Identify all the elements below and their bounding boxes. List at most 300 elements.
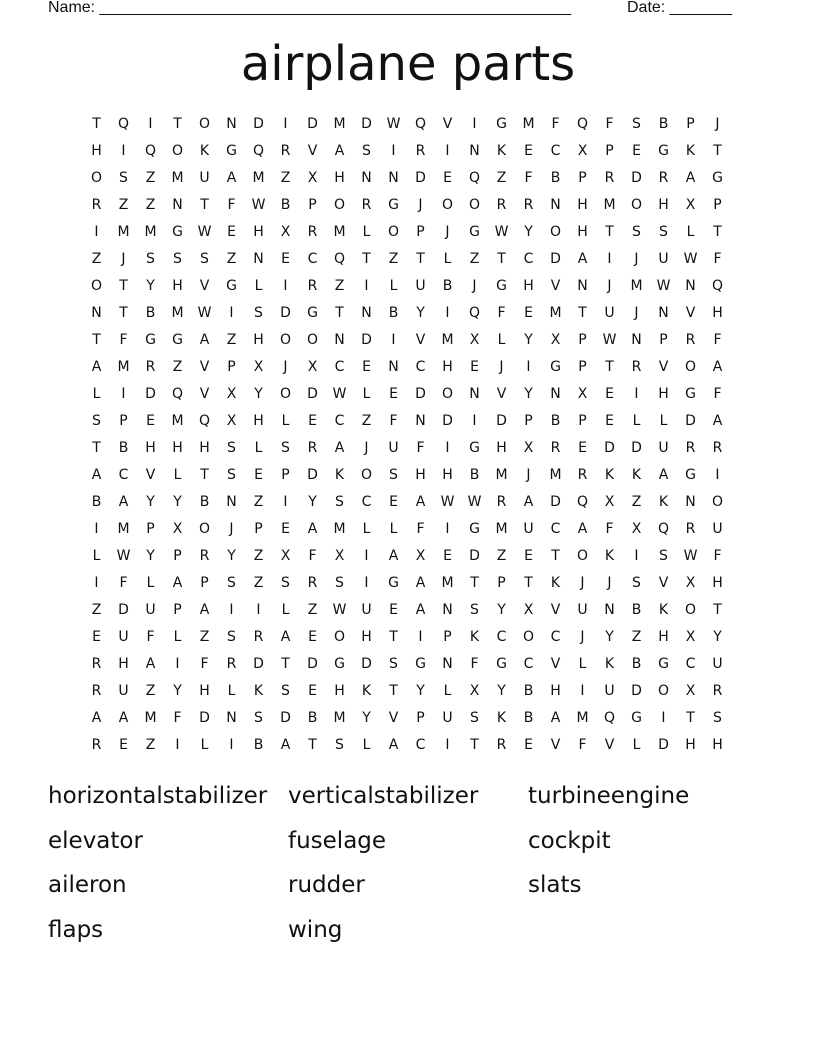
grid-letter: Y bbox=[497, 683, 506, 699]
grid-letter: W bbox=[197, 224, 212, 240]
grid-letter: G bbox=[469, 224, 480, 240]
grid-letter: I bbox=[175, 656, 180, 672]
grid-letter: N bbox=[631, 332, 642, 348]
grid-row bbox=[83, 357, 733, 384]
grid-letter: F bbox=[497, 305, 506, 321]
grid-letter: L bbox=[146, 575, 155, 591]
word-search-grid bbox=[83, 114, 733, 762]
grid-letter: P bbox=[227, 359, 236, 375]
grid-letter: R bbox=[685, 440, 696, 456]
grid-letter: N bbox=[550, 197, 561, 213]
grid-letter: V bbox=[307, 143, 318, 159]
grid-letter: U bbox=[658, 440, 669, 456]
grid-letter: I bbox=[634, 548, 639, 564]
grid-letter: V bbox=[550, 737, 561, 753]
grid-letter: R bbox=[253, 629, 264, 645]
grid-letter: C bbox=[496, 629, 507, 645]
grid-letter: N bbox=[172, 197, 183, 213]
grid-letter: N bbox=[442, 602, 453, 618]
grid-letter: J bbox=[445, 224, 450, 240]
grid-letter: Q bbox=[603, 710, 616, 726]
grid-letter: D bbox=[496, 413, 507, 429]
grid-letter: Z bbox=[226, 332, 237, 348]
grid-letter: Y bbox=[497, 602, 506, 618]
grid-letter: X bbox=[577, 386, 588, 402]
word-list-item: verticalstabilizer bbox=[288, 783, 479, 809]
grid-letter: N bbox=[226, 116, 237, 132]
grid-letter: Y bbox=[173, 494, 182, 510]
grid-letter: O bbox=[630, 197, 643, 213]
grid-letter: Q bbox=[414, 116, 427, 132]
grid-letter: N bbox=[226, 710, 237, 726]
grid-letter: O bbox=[90, 170, 103, 186]
grid-letter: A bbox=[199, 602, 210, 618]
grid-letter: I bbox=[445, 440, 450, 456]
grid-letter: M bbox=[333, 710, 346, 726]
grid-letter: X bbox=[550, 332, 561, 348]
grid-letter: E bbox=[443, 548, 452, 564]
grid-letter: B bbox=[442, 278, 453, 294]
grid-letter: C bbox=[307, 251, 318, 267]
grid-letter: H bbox=[172, 440, 183, 456]
grid-letter: H bbox=[685, 737, 696, 753]
grid-letter: J bbox=[121, 251, 126, 267]
grid-letter: I bbox=[229, 602, 234, 618]
grid-letter: U bbox=[199, 170, 210, 186]
grid-letter: O bbox=[90, 278, 103, 294]
grid-letter: Y bbox=[146, 278, 155, 294]
grid-letter: T bbox=[389, 683, 398, 699]
grid-letter: U bbox=[712, 521, 723, 537]
grid-letter: V bbox=[388, 710, 399, 726]
grid-letter: P bbox=[659, 332, 668, 348]
grid-letter: Z bbox=[631, 494, 642, 510]
grid-letter: T bbox=[578, 305, 587, 321]
grid-letter: R bbox=[280, 143, 291, 159]
grid-letter: R bbox=[145, 359, 156, 375]
grid-row bbox=[83, 195, 733, 222]
grid-letter: W bbox=[332, 386, 347, 402]
grid-letter: Y bbox=[254, 386, 263, 402]
grid-letter: B bbox=[145, 305, 156, 321]
grid-letter: Q bbox=[198, 413, 211, 429]
grid-letter: D bbox=[307, 656, 318, 672]
grid-letter: X bbox=[226, 386, 237, 402]
grid-letter: U bbox=[118, 629, 129, 645]
grid-letter: Z bbox=[469, 251, 480, 267]
grid-letter: E bbox=[254, 467, 263, 483]
grid-letter: D bbox=[550, 494, 561, 510]
grid-letter: P bbox=[416, 710, 425, 726]
grid-letter: M bbox=[522, 116, 535, 132]
grid-letter: B bbox=[280, 197, 291, 213]
grid-row bbox=[83, 573, 733, 600]
grid-letter: B bbox=[307, 710, 318, 726]
grid-letter: M bbox=[630, 278, 643, 294]
grid-letter: R bbox=[523, 197, 534, 213]
grid-letter: D bbox=[604, 440, 615, 456]
grid-letter: Y bbox=[173, 683, 182, 699]
grid-letter: M bbox=[171, 170, 184, 186]
grid-letter: Z bbox=[145, 170, 156, 186]
grid-letter: T bbox=[551, 548, 560, 564]
grid-letter: L bbox=[389, 278, 398, 294]
grid-letter: C bbox=[415, 737, 426, 753]
word-list-item: slats bbox=[528, 872, 582, 898]
grid-letter: T bbox=[686, 710, 695, 726]
grid-letter: A bbox=[388, 737, 399, 753]
grid-letter: T bbox=[362, 251, 371, 267]
grid-letter: A bbox=[280, 737, 291, 753]
grid-letter: F bbox=[605, 521, 614, 537]
grid-letter: H bbox=[712, 575, 723, 591]
grid-letter: T bbox=[524, 575, 533, 591]
grid-letter: I bbox=[121, 143, 126, 159]
grid-letter: Z bbox=[496, 548, 507, 564]
grid-letter: D bbox=[415, 386, 426, 402]
grid-letter: E bbox=[389, 494, 398, 510]
grid-letter: O bbox=[171, 143, 184, 159]
word-list-item: flaps bbox=[48, 916, 104, 943]
word-list-item: elevator bbox=[48, 827, 143, 854]
grid-letter: S bbox=[146, 251, 155, 267]
grid-letter: M bbox=[117, 224, 130, 240]
grid-letter: A bbox=[91, 710, 102, 726]
word-list bbox=[48, 780, 768, 958]
grid-letter: R bbox=[550, 440, 561, 456]
grid-letter: O bbox=[441, 386, 454, 402]
grid-letter: A bbox=[550, 710, 561, 726]
grid-letter: L bbox=[281, 602, 290, 618]
grid-letter: N bbox=[226, 494, 237, 510]
grid-letter: G bbox=[658, 656, 669, 672]
grid-letter: D bbox=[199, 710, 210, 726]
grid-letter: Q bbox=[576, 116, 589, 132]
grid-letter: H bbox=[118, 656, 129, 672]
grid-letter: M bbox=[495, 467, 508, 483]
grid-letter: O bbox=[279, 332, 292, 348]
grid-letter: X bbox=[469, 683, 480, 699]
grid-letter: Y bbox=[524, 224, 533, 240]
grid-letter: F bbox=[119, 332, 128, 348]
grid-letter: W bbox=[467, 494, 482, 510]
grid-letter: L bbox=[254, 440, 263, 456]
grid-letter: M bbox=[252, 170, 265, 186]
grid-letter: J bbox=[580, 629, 585, 645]
grid-row bbox=[83, 384, 733, 411]
grid-letter: F bbox=[551, 116, 560, 132]
grid-letter: J bbox=[418, 197, 423, 213]
grid-letter: O bbox=[711, 494, 724, 510]
grid-letter: X bbox=[415, 548, 426, 564]
grid-letter: J bbox=[283, 359, 288, 375]
grid-letter: J bbox=[634, 305, 639, 321]
grid-letter: E bbox=[470, 359, 479, 375]
grid-letter: Z bbox=[91, 251, 102, 267]
grid-letter: K bbox=[604, 548, 615, 564]
grid-letter: S bbox=[335, 494, 344, 510]
grid-letter: D bbox=[415, 170, 426, 186]
grid-letter: R bbox=[361, 197, 372, 213]
grid-letter: I bbox=[391, 143, 396, 159]
grid-row bbox=[83, 411, 733, 438]
grid-letter: Y bbox=[146, 494, 155, 510]
grid-letter: B bbox=[631, 602, 642, 618]
grid-letter: V bbox=[550, 278, 561, 294]
grid-letter: N bbox=[415, 413, 426, 429]
grid-letter: N bbox=[685, 278, 696, 294]
grid-letter: L bbox=[362, 224, 371, 240]
grid-letter: J bbox=[580, 575, 585, 591]
grid-letter: N bbox=[604, 602, 615, 618]
grid-letter: V bbox=[145, 467, 156, 483]
grid-letter: R bbox=[415, 143, 426, 159]
grid-letter: U bbox=[658, 251, 669, 267]
grid-letter: A bbox=[712, 359, 723, 375]
grid-letter: A bbox=[415, 602, 426, 618]
grid-letter: P bbox=[605, 143, 614, 159]
grid-letter: F bbox=[173, 710, 182, 726]
grid-letter: R bbox=[496, 737, 507, 753]
grid-letter: I bbox=[715, 467, 720, 483]
grid-letter: T bbox=[470, 575, 479, 591]
grid-letter: D bbox=[361, 332, 372, 348]
grid-letter: O bbox=[468, 197, 481, 213]
grid-letter: L bbox=[497, 332, 506, 348]
grid-letter: W bbox=[602, 332, 617, 348]
grid-letter: P bbox=[200, 575, 209, 591]
grid-letter: X bbox=[226, 413, 237, 429]
grid-letter: V bbox=[685, 305, 696, 321]
grid-letter: H bbox=[361, 629, 372, 645]
grid-letter: M bbox=[333, 521, 346, 537]
grid-letter: Z bbox=[496, 170, 507, 186]
grid-letter: H bbox=[199, 683, 210, 699]
date-field-label: Date: _______ bbox=[627, 0, 732, 16]
grid-letter: G bbox=[685, 386, 696, 402]
grid-letter: E bbox=[578, 440, 587, 456]
grid-letter: G bbox=[415, 656, 426, 672]
grid-letter: T bbox=[416, 251, 425, 267]
grid-letter: T bbox=[470, 737, 479, 753]
grid-letter: O bbox=[198, 521, 211, 537]
grid-letter: Y bbox=[416, 683, 425, 699]
grid-letter: L bbox=[281, 413, 290, 429]
grid-letter: G bbox=[550, 359, 561, 375]
grid-letter: H bbox=[145, 440, 156, 456]
grid-letter: W bbox=[683, 251, 698, 267]
grid-letter: L bbox=[173, 629, 182, 645]
grid-letter: C bbox=[334, 413, 345, 429]
grid-letter: N bbox=[658, 305, 669, 321]
grid-letter: E bbox=[605, 386, 614, 402]
grid-letter: U bbox=[523, 521, 534, 537]
grid-letter: I bbox=[121, 386, 126, 402]
grid-letter: R bbox=[91, 197, 102, 213]
grid-letter: U bbox=[577, 602, 588, 618]
grid-letter: L bbox=[92, 386, 101, 402]
grid-letter: W bbox=[683, 548, 698, 564]
grid-letter: P bbox=[578, 332, 587, 348]
grid-letter: O bbox=[522, 629, 535, 645]
grid-letter: V bbox=[658, 575, 669, 591]
grid-letter: A bbox=[388, 548, 399, 564]
grid-letter: K bbox=[496, 710, 507, 726]
grid-letter: G bbox=[658, 143, 669, 159]
grid-letter: P bbox=[497, 575, 506, 591]
grid-letter: A bbox=[712, 413, 723, 429]
grid-letter: O bbox=[198, 116, 211, 132]
grid-letter: E bbox=[146, 413, 155, 429]
grid-letter: L bbox=[173, 467, 182, 483]
grid-letter: U bbox=[604, 683, 615, 699]
grid-letter: S bbox=[632, 224, 641, 240]
grid-letter: T bbox=[173, 116, 182, 132]
grid-letter: Y bbox=[416, 305, 425, 321]
grid-letter: T bbox=[605, 224, 614, 240]
grid-letter: O bbox=[387, 224, 400, 240]
grid-letter: F bbox=[605, 116, 614, 132]
grid-letter: Q bbox=[117, 116, 130, 132]
grid-letter: H bbox=[334, 683, 345, 699]
grid-letter: S bbox=[92, 413, 101, 429]
grid-letter: I bbox=[445, 521, 450, 537]
grid-letter: V bbox=[658, 359, 669, 375]
grid-row bbox=[83, 519, 733, 546]
grid-letter: E bbox=[227, 224, 236, 240]
grid-letter: L bbox=[578, 656, 587, 672]
grid-letter: H bbox=[91, 143, 102, 159]
grid-letter: F bbox=[200, 656, 209, 672]
grid-letter: Y bbox=[146, 548, 155, 564]
grid-letter: M bbox=[603, 197, 616, 213]
grid-letter: L bbox=[686, 224, 695, 240]
grid-letter: H bbox=[496, 440, 507, 456]
grid-letter: F bbox=[713, 332, 722, 348]
grid-letter: B bbox=[199, 494, 210, 510]
grid-letter: Y bbox=[524, 332, 533, 348]
grid-letter: U bbox=[415, 278, 426, 294]
grid-letter: Z bbox=[253, 548, 264, 564]
grid-letter: L bbox=[632, 737, 641, 753]
grid-letter: A bbox=[685, 170, 696, 186]
grid-letter: U bbox=[712, 656, 723, 672]
grid-letter: M bbox=[576, 710, 589, 726]
grid-letter: X bbox=[685, 683, 696, 699]
grid-letter: R bbox=[577, 467, 588, 483]
grid-letter: T bbox=[497, 251, 506, 267]
grid-letter: H bbox=[523, 278, 534, 294]
grid-letter: X bbox=[523, 440, 534, 456]
grid-letter: W bbox=[494, 224, 509, 240]
grid-letter: M bbox=[549, 305, 562, 321]
grid-letter: H bbox=[253, 224, 264, 240]
grid-letter: M bbox=[441, 332, 454, 348]
grid-letter: D bbox=[307, 467, 318, 483]
grid-letter: K bbox=[334, 467, 345, 483]
grid-letter: P bbox=[578, 359, 587, 375]
grid-letter: S bbox=[281, 575, 290, 591]
grid-letter: B bbox=[523, 710, 534, 726]
grid-letter: O bbox=[441, 197, 454, 213]
grid-letter: C bbox=[334, 359, 345, 375]
grid-letter: O bbox=[333, 197, 346, 213]
grid-row bbox=[83, 222, 733, 249]
grid-letter: K bbox=[604, 467, 615, 483]
grid-letter: O bbox=[657, 683, 670, 699]
grid-letter: S bbox=[254, 710, 263, 726]
grid-letter: H bbox=[253, 413, 264, 429]
grid-letter: T bbox=[92, 440, 101, 456]
grid-letter: U bbox=[388, 440, 399, 456]
grid-letter: V bbox=[199, 386, 210, 402]
grid-letter: Z bbox=[145, 737, 156, 753]
grid-letter: I bbox=[148, 116, 153, 132]
grid-letter: T bbox=[200, 467, 209, 483]
word-list-item: cockpit bbox=[528, 827, 611, 854]
grid-letter: D bbox=[442, 413, 453, 429]
grid-letter: Y bbox=[524, 386, 533, 402]
word-list-item: horizontalstabilizer bbox=[48, 783, 268, 809]
grid-letter: I bbox=[364, 548, 369, 564]
grid-letter: B bbox=[388, 305, 399, 321]
grid-letter: R bbox=[307, 278, 318, 294]
grid-letter: A bbox=[658, 467, 669, 483]
grid-letter: I bbox=[661, 710, 666, 726]
grid-letter: I bbox=[445, 305, 450, 321]
grid-letter: Q bbox=[468, 305, 481, 321]
grid-letter: E bbox=[362, 359, 371, 375]
grid-letter: J bbox=[472, 278, 477, 294]
grid-letter: I bbox=[580, 683, 585, 699]
grid-letter: N bbox=[442, 656, 453, 672]
grid-letter: Z bbox=[307, 602, 318, 618]
grid-letter: L bbox=[659, 413, 668, 429]
grid-letter: H bbox=[577, 197, 588, 213]
grid-letter: Q bbox=[711, 278, 724, 294]
grid-letter: G bbox=[469, 440, 480, 456]
grid-letter: F bbox=[119, 575, 128, 591]
grid-letter: X bbox=[577, 143, 588, 159]
grid-letter: I bbox=[94, 224, 99, 240]
grid-letter: T bbox=[605, 359, 614, 375]
grid-letter: I bbox=[445, 737, 450, 753]
grid-letter: C bbox=[550, 521, 561, 537]
grid-letter: N bbox=[577, 278, 588, 294]
grid-letter: E bbox=[308, 629, 317, 645]
grid-letter: H bbox=[550, 683, 561, 699]
grid-letter: Q bbox=[576, 494, 589, 510]
grid-letter: S bbox=[227, 467, 236, 483]
grid-letter: K bbox=[550, 575, 561, 591]
grid-letter: G bbox=[496, 278, 507, 294]
grid-letter: E bbox=[443, 170, 452, 186]
grid-letter: J bbox=[607, 575, 612, 591]
grid-letter: C bbox=[685, 656, 696, 672]
grid-letter: F bbox=[227, 197, 236, 213]
grid-row bbox=[83, 330, 733, 357]
grid-letter: I bbox=[283, 278, 288, 294]
grid-row bbox=[83, 114, 733, 141]
grid-letter: O bbox=[684, 359, 697, 375]
grid-letter: G bbox=[496, 116, 507, 132]
grid-letter: P bbox=[119, 413, 128, 429]
grid-letter: V bbox=[550, 656, 561, 672]
grid-letter: T bbox=[281, 656, 290, 672]
grid-letter: P bbox=[686, 116, 695, 132]
grid-letter: N bbox=[361, 305, 372, 321]
grid-letter: I bbox=[607, 251, 612, 267]
